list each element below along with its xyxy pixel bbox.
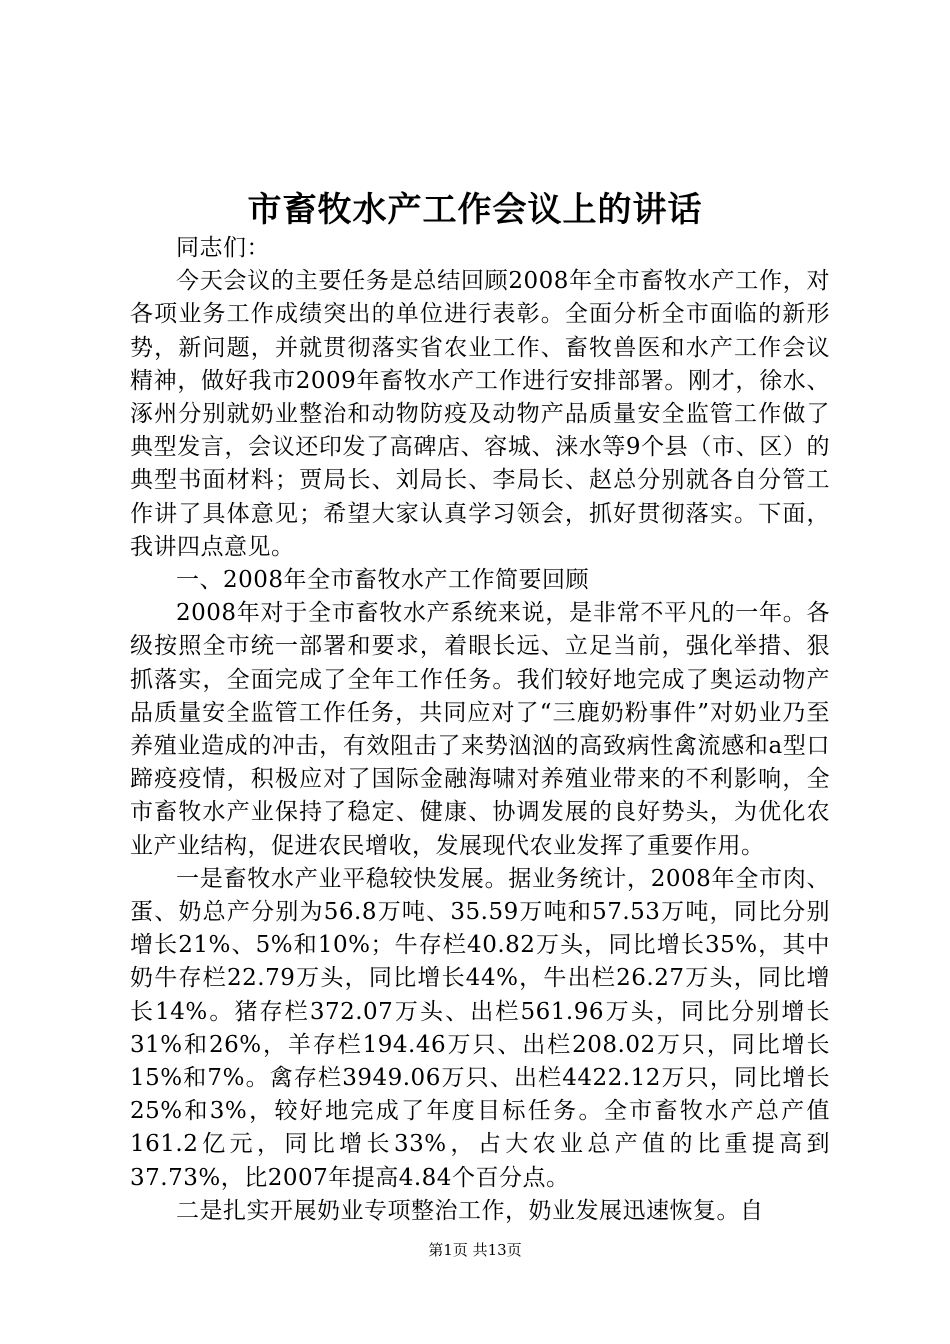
salutation-paragraph: 同志们： (176, 235, 270, 261)
document-body (130, 232, 830, 1228)
review-paragraph: 2008年对于全市畜牧水产系统来说，是非常不平凡的一年。各级按照全市统一部署和要求，着眼长远、立足当前，强化举措、狠抓落实，全面完成了全年工作任务。我们较好地完成了奥运动物产品质量安全监管工作任务，共同应对了“三鹿奶粉事件”对奶业乃至养殖业造成的冲击，有效阻击了来势汹汹的高致病性禽流感和a型口蹄疫疫情，积极应对了国际金融海啸对养殖业带来的不利影响，全市畜牧水产业保持了稳定、健康、协调发展的良好势头，为优化农业产业结构，促进农民增收，发展现代农业发挥了重要作用。 (130, 600, 830, 859)
statistics-paragraph: 一是畜牧水产业平稳较快发展。据业务统计，2008年全市肉、蛋、奶总产分别为56.8万吨、35.59万吨和57.53万吨，同比分别增长21%、5%和10%；牛存栏40.82万头，同比增长35%，其中奶牛存栏22.79万头，同比增长44%，牛出栏26.27万头，同比增长14%。猪存栏372.07万头、出栏561.96万头，同比分别增长31%和26%，羊存栏194.46万只、出栏208.02万只，同比增长15%和7%。禽存栏3949.06万只、出栏4422.12万只，同比增长25%和3%，较好地完成了年度目标任务。全市畜牧水产总产值161.2亿元，同比增长33%，占大农业总产值的比重提高到37.73%，比2007年提高4.84个百分点。 (130, 865, 830, 1191)
section-heading: 一、2008年全市畜牧水产工作简要回顾 (176, 567, 590, 594)
dairy-paragraph: 二是扎实开展奶业专项整治工作，奶业发展迅速恢复。自 (176, 1197, 764, 1224)
page-footer: 第1页 共13页 (428, 1241, 522, 1259)
intro-paragraph: 今天会议的主要任务是总结回顾2008年全市畜牧水产工作，对各项业务工作成绩突出的单位进行表彰。全面分析全市面临的新形势，新问题，并就贯彻落实省农业工作、畜牧兽医和水产工作会议精神，做好我市2009年畜牧水产工作进行安排部署。刚才，徐水、涿州分别就奶业整治和动物防疫及动物产品质量安全监管工作做了典型发言，会议还印发了高碑店、容城、涞水等9个县（市、区）的典型书面材料；贾局长、刘局长、李局长、赵总分别就各自分管工作讲了具体意见；希望大家认真学习领会，抓好贯彻落实。下面，我讲四点意见。 (130, 268, 830, 560)
document-title: 市畜牧水产工作会议上的讲话 (247, 190, 703, 230)
